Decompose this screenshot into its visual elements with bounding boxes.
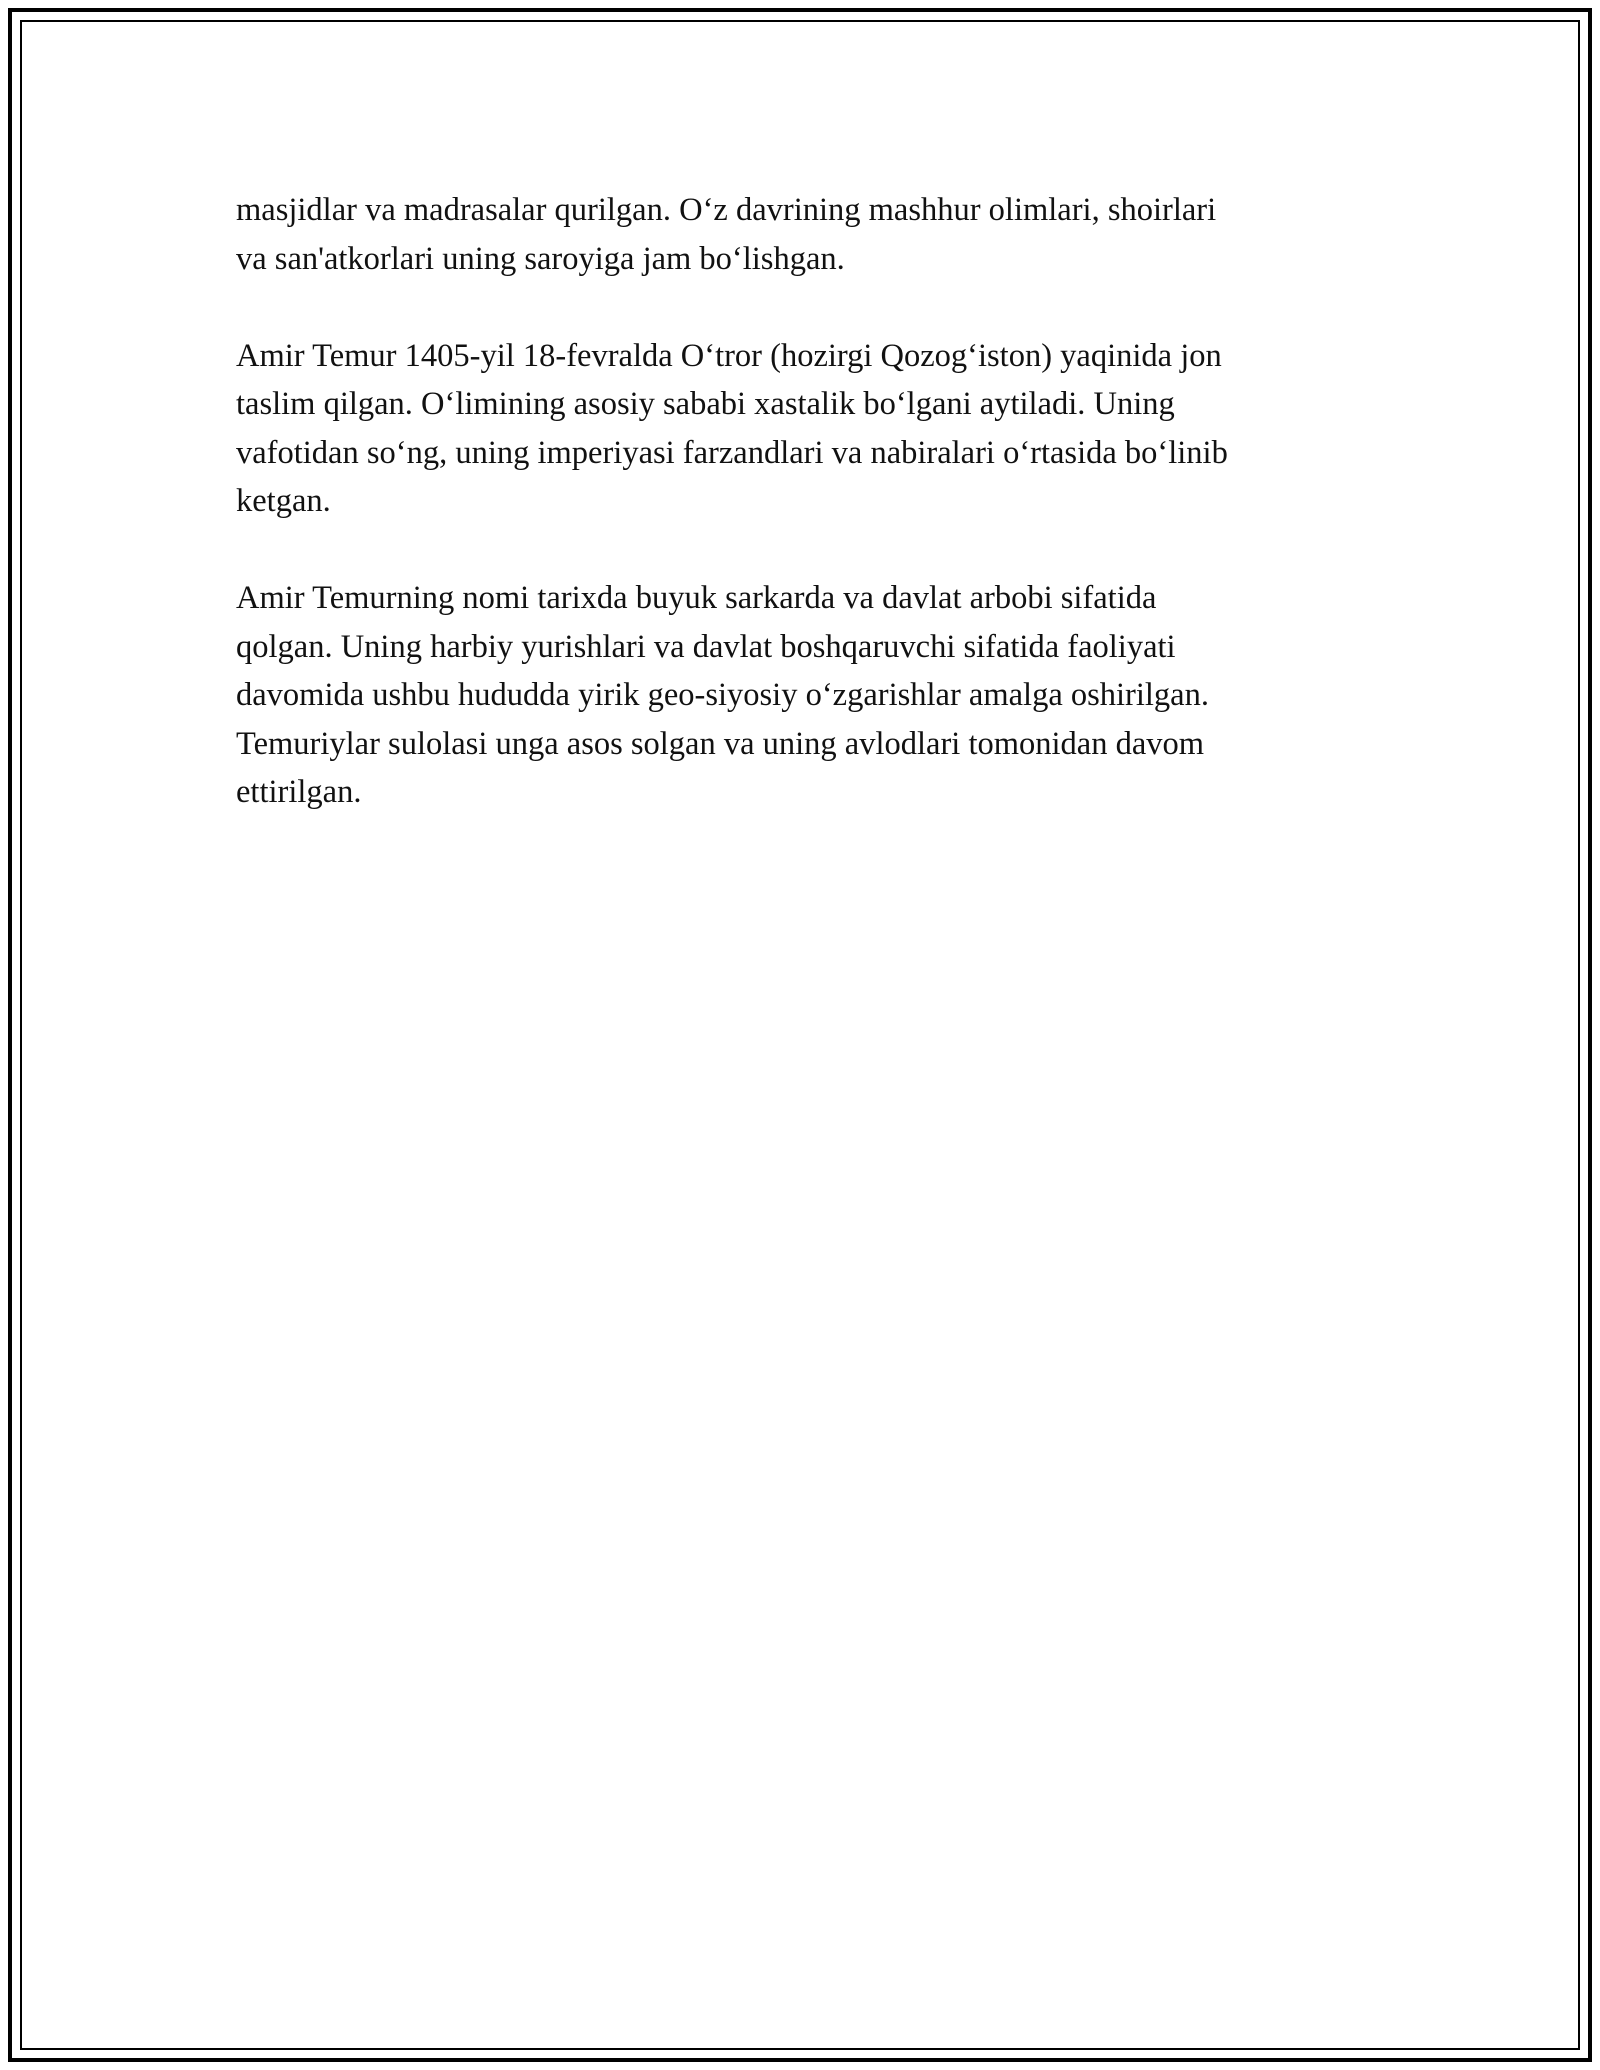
paragraph-2: Amir Temur 1405-yil 18-fevralda O‘tror (hozirgi Qozog‘iston) yaqinida jon taslim qilgan. O‘limining asosiy sababi xastalik bo‘lgani aytiladi. Uning vafotidan so‘ng, uning imperiyasi farzandlari va nabiralari o‘rtasida bo‘linib ketgan.	[236, 337, 1228, 519]
paragraph-3: Amir Temurning nomi tarixda buyuk sarkarda va davlat arbobi sifatida qolgan. Uning harbiy yurishlari va davlat boshqaruvchi sifatida faoliyati davomida ushbu hududda yirik geo-siyosiy o‘zgarishlar amalga oshirilgan. Temuriylar sulolasi unga asos solgan va uning avlodlari tomonidan davom ettirilgan.	[236, 580, 1209, 810]
paragraph-1: masjidlar va madrasalar qurilgan. O‘z davrining mashhur olimlari, shoirlari va san'atkorlari uning saroyiga jam bo‘lishgan.	[236, 192, 1217, 277]
document-body	[236, 186, 1386, 865]
